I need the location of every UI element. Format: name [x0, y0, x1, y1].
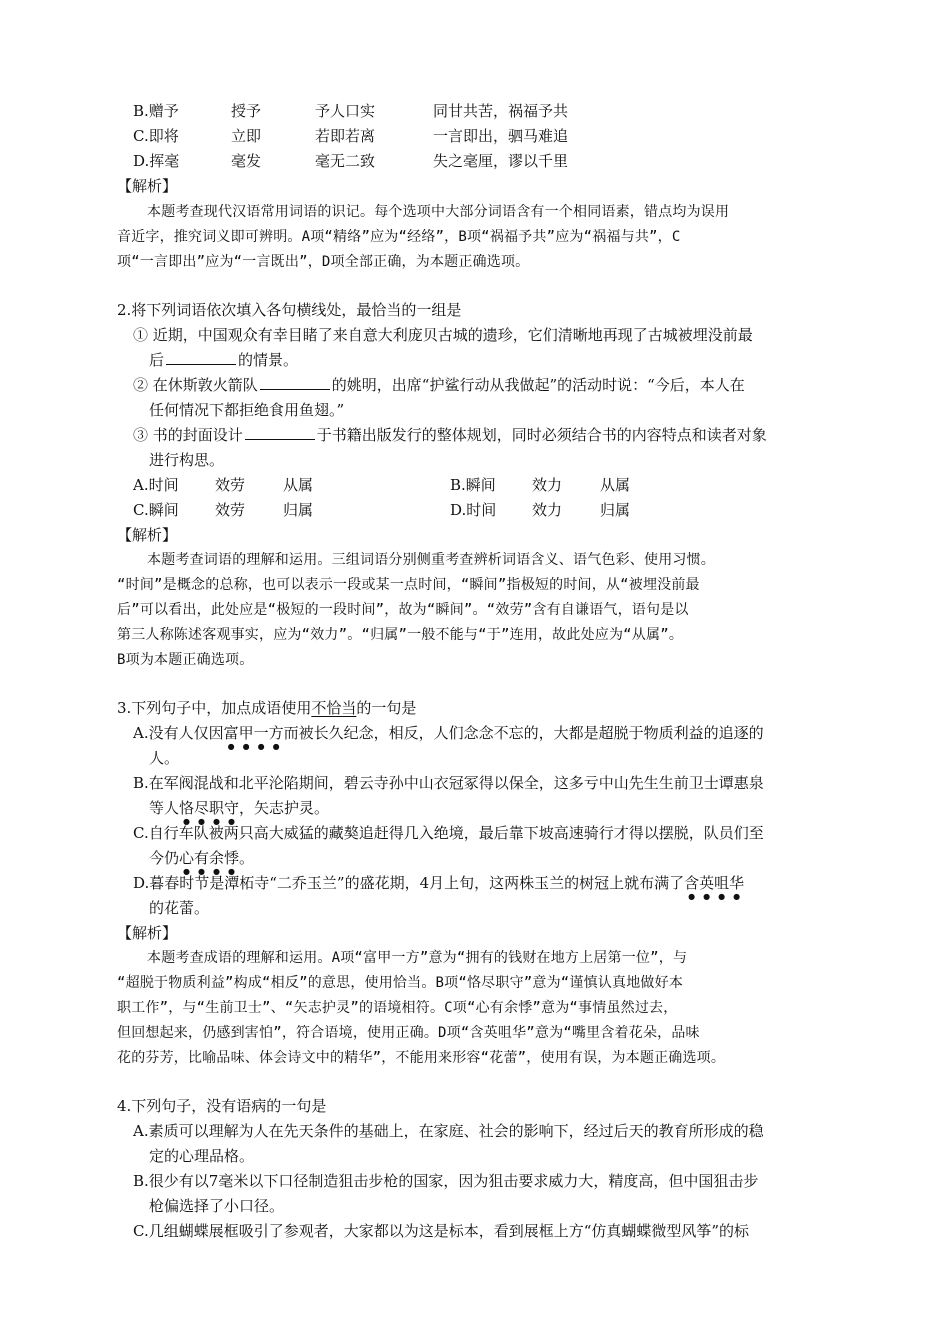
q3-option-a-cont: 人。: [149, 749, 180, 767]
analysis-line: 后”可以看出，此处应是“极短的一段时间”，故为“瞬间”。“效劳”含有自谦语气，语句是以: [117, 602, 689, 618]
option-label: D.挥毫: [133, 152, 180, 170]
q3-option-b-cont: 等人恪尽职守，矢志护灵。: [149, 799, 330, 817]
option-word: 一言即出，驷马难追: [433, 127, 569, 145]
analysis-line: 音近字，推究词义即可辨明。A项“精络”应为“经络”，B项“祸福予共”应为“祸福与共”，C: [117, 229, 681, 245]
question-stem: 3.下列句子中，加点成语使用不恰当的一句是: [117, 699, 417, 717]
sentence-2: ② 在休斯敦火箭队 的姚明，出席“护鲨行动从我做起”的活动时说：“今后，本人在: [133, 376, 745, 394]
sentence-1: ① 近期，中国观众有幸目睹了来自意大利庞贝古城的遗珍，它们清晰地再现了古城被埋没前最: [133, 326, 753, 344]
q4-option-a-cont: 定的心理品格。: [149, 1147, 255, 1165]
sentence-3: ③ 书的封面设计 于书籍出版发行的整体规划，同时必须结合书的内容特点和读者对象: [133, 426, 767, 444]
q3-option-c: C.自行车队被两只高大威猛的藏獒追赶得几入绝境，最后靠下坡高速骑行才得以摆脱，队员们至: [133, 824, 764, 842]
dotted-idiom: 恪尽职守: [179, 799, 240, 817]
q4-option-a: A.素质可以理解为人在先天条件的基础上，在家庭、社会的影响下，经过后天的教育所形成的稳: [133, 1122, 764, 1140]
q3-option-b: B.在军阀混战和北平沦陷期间，碧云寺孙中山衣冠冢得以保全，这多亏中山先生生前卫士谭惠泉: [133, 774, 764, 792]
analysis-line: 本题考查成语的理解和运用。A项“富甲一方”意为“拥有的钱财在地方上居第一位”，与: [147, 950, 688, 966]
dotted-idiom: 含英咀华: [684, 874, 745, 892]
analysis-line: 项“一言即出”应为“一言既出”，D项全部正确，为本题正确选项。: [117, 254, 530, 270]
sentence-1-cont: 后 的情景。: [149, 351, 299, 369]
option-word: 授予: [231, 102, 262, 120]
analysis-heading: 【解析】: [117, 177, 178, 195]
analysis-line: 本题考查现代汉语常用词语的识记。每个选项中大部分词语含有一个相同语素，错点均为误用: [147, 204, 730, 220]
option-label: C.即将: [133, 127, 179, 145]
analysis-line: “时间”是概念的总称，也可以表示一段或某一点时间，“瞬间”指极短的时间，从“被埋没前最: [117, 577, 700, 593]
question-stem: 4.下列句子，没有语病的一句是: [117, 1097, 327, 1115]
q3-option-a: A.没有人仅因富甲一方而被长久纪念，相反，人们念念不忘的，大都是超脱于物质利益的追逐的: [133, 724, 764, 742]
q4-option-b-cont: 枪偏选择了小口径。: [149, 1197, 285, 1215]
option-word: 毫无二致: [315, 152, 376, 170]
option-word: 予人口实: [315, 102, 376, 120]
analysis-line: 第三人称陈述客观事实，应为“效力”。“归属”一般不能与“于”连用，故此处应为“从属”。: [117, 627, 684, 643]
option-word: 失之毫厘，谬以千里: [433, 152, 569, 170]
fill-blank: [245, 425, 315, 440]
option-word: 若即若离: [315, 127, 376, 145]
q3-option-c-cont: 今仍心有余悸。: [149, 849, 255, 867]
fill-blank: [166, 350, 236, 365]
analysis-line: 职工作”，与“生前卫士”、“矢志护灵”的语境相符。C项“心有余悸”意为“事情虽然过去，: [117, 1000, 678, 1016]
option-label: B.赠予: [133, 102, 179, 120]
q3-option-d-cont: 的花蕾。: [149, 899, 210, 917]
fill-blank: [260, 375, 330, 390]
analysis-line: 花的芬芳，比喻品味、体会诗文中的精华”，不能用来形容“花蕾”，使用有误，为本题正确选项。: [117, 1050, 726, 1066]
analysis-heading: 【解析】: [117, 526, 178, 544]
q4-option-c: C.几组蝴蝶展框吸引了参观者，大家都以为这是标本，看到展框上方“仿真蝴蝶微型风筝”的标: [133, 1222, 750, 1240]
option-word: 立即: [231, 127, 262, 145]
analysis-line: “超脱于物质利益”构成“相反”的意思，使用恰当。B项“恪尽职守”意为“谨慎认真地做好本: [117, 975, 684, 991]
dotted-idiom: 心有余悸: [179, 849, 240, 867]
question-stem: 2.将下列词语依次填入各句横线处，最恰当的一组是: [117, 301, 462, 319]
analysis-heading: 【解析】: [117, 924, 178, 942]
option-word: 毫发: [231, 152, 262, 170]
sentence-3-cont: 进行构思。: [149, 451, 225, 469]
q4-option-b: B.很少有以7毫米以下口径制造狙击步枪的国家，因为狙击要求威力大，精度高，但中国狙击步: [133, 1172, 759, 1190]
analysis-line: B项为本题正确选项。: [117, 652, 254, 668]
q3-option-d: D.暮春时节是潭柘寺“二乔玉兰”的盛花期，4月上旬，这两株玉兰的树冠上就布满了含英咀华: [133, 874, 745, 892]
analysis-line: 但回想起来，仍感到害怕”，符合语境，使用正确。D项“含英咀华”意为“嘴里含着花朵，品味: [117, 1025, 700, 1041]
option-word: 同甘共苦，祸福予共: [433, 102, 569, 120]
dotted-idiom: 富甲一方: [223, 724, 284, 742]
emphasis-underline: 不恰当: [311, 699, 357, 717]
document-page: B.赠予 授予 予人口实 同甘共苦，祸福予共 C.即将 立即 若即若离 一言即出，驷马难追 D.挥毫 毫发 毫无二致 失之毫厘，谬以千里 【解析】 本题考查现代汉语常用词语的识记。每个选项中大部分词语含有一个相同语素，错点均为误用 音近字，推究词义即可辨明。A项“精络”应为“经络”，B项“祸福予共”应为“祸福与共”，C 项“一言即出”应为“一言既出”，D项全部正确，为本题正确选项。 2.将下列词语依次填入各句横线处，最恰当的一组是 ① 近期，中国观众有幸目睹了来自意大利庞贝古城的遗珍，它们清晰地再现了古城被埋没前最 后 的情景。 ② 在休斯敦火箭队 的姚明，出席“护鲨行动从我做起”的活动时说：“今后，本人在 任何情况下都拒绝食用鱼翅。” ③ 书的封面设计 于书籍出版发行的整体规划，同时必须结合书的内容特点和读者对象 进行构思。 A.时间 效劳 从属 B.瞬间 效力 从属 C.瞬间 效劳 归属 D.时间 效力 归属 【解析】 本题考查词语的理解和运用。三组词语分别侧重考查辨析词语含义、语气色彩、使用习惯。 “时间”是概念的总称，也可以表示一段或某一点时间，“瞬间”指极短的时间，从“被埋没前最 后”可以看出，此处应是“极短的一段时间”，故为“瞬间”。“效劳”含有自谦语气，语句是以 第三人称陈述客观事实，应为“效力”。“归属”一般不能与“于”连用，故此处应为“从属”。 B项为本题正确选项。 3.下列句子中，加点成语使用不恰当的一句是 A.没有人仅因富甲一方而被长久纪念，相反，人们念念不忘的，大都是超脱于物质利益的追逐的 人。 B.在军阀混战和北平沦陷期间，碧云寺孙中山衣冠冢得以保全，这多亏中山先生生前卫士谭惠泉 等人恪尽职守，矢志护灵。 C.自行车队被两只高大威猛的藏獒追赶得几入绝境，最后靠下坡高速骑行才得以摆脱，队员们至 今仍心有余悸。 D.暮春时节是潭柘寺“二乔玉兰”的盛花期，4月上旬，这两株玉兰的树冠上就布满了含英咀华 的花蕾。 【解析】 本题考查成语的理解和运用。A项“富甲一方”意为“拥有的钱财在地方上居第一位”，与 “超脱于物质利益”构成“相反”的意思，使用恰当。B项“恪尽职守”意为“谨慎认真地做好本 职工作”，与“生前卫士”、“矢志护灵”的语境相符。C项“心有余悸”意为“事情虽然过去， 但回想起来，仍感到害怕”，符合语境，使用正确。D项“含英咀华”意为“嘴里含着花朵，品味 花的芬芳，比喻品味、体会诗文中的精华”，不能用来形容“花蕾”，使用有误，为本题正确选项。 4.下列句子，没有语病的一句是 A.素质可以理解为人在先天条件的基础上，在家庭、社会的影响下，经过后天的教育所形成的稳 定的心理品格。 B.很少有以7毫米以下口径制造狙击步枪的国家，因为狙击要求威力大，精度高，但中国狙击步 枪偏选择了小口径。 C.几组蝴蝶展框吸引了参观者，大家都以为这是标本，看到展框上方“仿真蝴蝶微型风筝”的标: [117, 102, 767, 1240]
sentence-2-cont: 任何情况下都拒绝食用鱼翅。”: [149, 401, 345, 419]
analysis-line: 本题考查词语的理解和运用。三组词语分别侧重考查辨析词语含义、语气色彩、使用习惯。: [147, 552, 715, 568]
